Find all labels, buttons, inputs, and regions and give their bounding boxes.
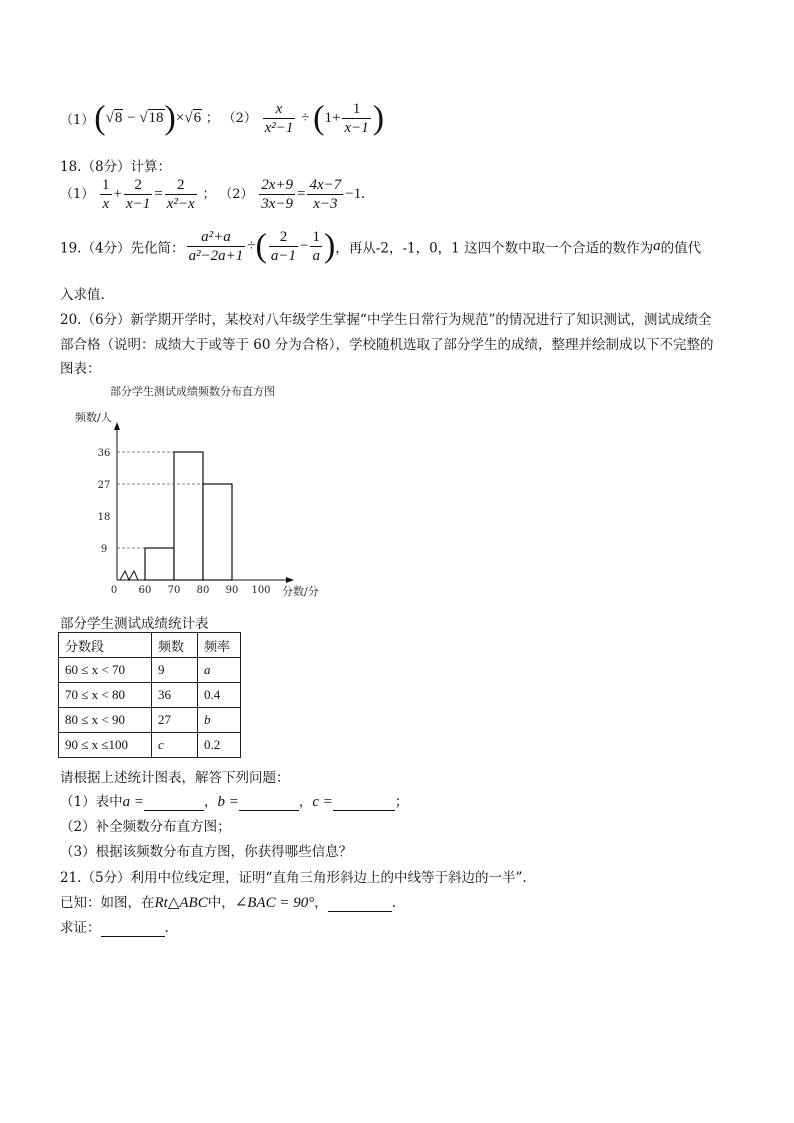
sqrt-icon: √: [139, 109, 148, 126]
fraction: $\frac{4x-7}{x-3}$: [309, 177, 342, 212]
answer-blank-c[interactable]: [333, 794, 395, 811]
fraction: $\frac{2}{\text{x²−x}}$: [166, 177, 195, 212]
table-cell: 70 ≤ x < 80: [59, 683, 152, 708]
answer-blank-b[interactable]: [239, 794, 299, 811]
fraction: $\frac{1}{x}$: [102, 177, 110, 212]
y-tick-label: 27: [97, 480, 111, 491]
stat-table: [58, 632, 241, 758]
q20-line1: 20.（6分）新学期开学时，某校对八年级学生掌握“中学生日常行为规范”的情况进行了知识测试，测试成绩全: [60, 312, 712, 328]
q1-a-label: a =: [122, 794, 144, 810]
separator: ；: [202, 186, 216, 202]
table-row: [59, 683, 241, 708]
comma: ，: [298, 794, 313, 810]
fraction: $\frac{2}{a-1}$: [270, 229, 296, 264]
given-prefix: 已知：如图，在: [60, 895, 155, 911]
x-tick-label: 90: [225, 585, 239, 596]
q19-text: ，再从-2，-1，0，1 这四个数中取一个合适的数作为: [335, 240, 654, 257]
header-cell: 分数段: [59, 633, 152, 658]
question-1: [60, 790, 408, 811]
x-axis-arrow-icon: [286, 577, 294, 583]
close-paren: ): [164, 99, 176, 137]
y-axis-arrow-icon: [114, 422, 120, 430]
q21-prove: [60, 916, 169, 937]
chart-title: 部分学生测试成绩频数分布直方图: [110, 385, 275, 398]
separator: ；: [205, 110, 219, 126]
fraction: $\frac{2x+9}{3x-9}$: [261, 177, 294, 212]
close-paren: ): [323, 227, 336, 265]
x-tick-label: 60: [138, 585, 152, 596]
radicand-8: 8: [114, 109, 123, 126]
q21-given: [60, 891, 396, 912]
table-row: [59, 658, 241, 683]
q18-header: 18.（8分）计算：: [60, 159, 172, 175]
prove-blank[interactable]: [101, 920, 165, 937]
q20-line3: 图表：: [60, 361, 101, 377]
sqrt-icon: √: [184, 109, 193, 126]
var-a: a: [653, 237, 661, 254]
origin-label: 0: [110, 585, 118, 596]
fraction: $\frac{\text{a²+a}}{\text{a²−2a+1}}$: [188, 229, 244, 264]
comma: ，: [203, 794, 218, 810]
q19-line: 19.（4分）先化简： $\frac{\text{a²+a}}{\text{a²−2a+1}}$ ÷( $\frac{2}{a-1}$ − $\frac{1}{a}$ )，再从-2，-1，0，1 这四个数中取一个合适的数作为a的值代: [60, 227, 702, 265]
q20-line2: 部合格（说明：成绩大于或等于 60 分为合格），学校随机选取了部分学生的成绩，整理并绘制成以下不完整的: [60, 337, 714, 353]
q1-c-label: c =: [312, 794, 333, 810]
angle-condition: ∠BAC = 90°: [234, 895, 315, 911]
fraction: $\frac{1}{a}$: [312, 229, 320, 264]
radicand-18: 18: [148, 109, 164, 126]
radicand-6: 6: [193, 109, 202, 126]
y-axis-label: 频数/人: [75, 411, 112, 424]
period: .: [391, 895, 397, 911]
table-cell: 0.4: [198, 683, 241, 708]
table-cell: 36: [152, 683, 198, 708]
fraction: $\frac{2}{x-1}$: [126, 177, 151, 212]
questions-intro: 请根据上述统计图表，解答下列问题：: [60, 770, 290, 786]
histogram-chart: [60, 380, 340, 605]
minus-one: −1.: [345, 185, 365, 202]
table-cell: 80 ≤ x < 90: [59, 708, 152, 733]
histogram-bar: [203, 484, 232, 580]
header-cell: 频数: [152, 633, 198, 658]
period: .: [164, 920, 169, 936]
semicolon: ；: [394, 794, 409, 810]
table-cell: 27: [152, 708, 198, 733]
q18-line: （1） $\frac{1}{x}$ + $\frac{2}{x-1}$ = $\frac{2}{\text{x²−x}}$ ； （2） $\frac{2x+9}{3x-9}$ = $\frac{4x-7}{x-3}$ −1.: [60, 177, 365, 212]
table-header-row: [59, 633, 241, 658]
table-caption: 部分学生测试成绩统计表: [60, 616, 209, 632]
table-cell: 0.2: [198, 733, 241, 758]
q21-line1: 21.（5分）利用中位线定理，证明“直角三角形斜边上的中线等于斜边的一半”.: [60, 870, 527, 886]
table-row: [59, 708, 241, 733]
question-2: （2）补全频数分布直方图；: [60, 819, 231, 835]
table-cell: b: [198, 708, 241, 733]
close-paren: ): [372, 99, 385, 137]
sqrt-icon: √: [105, 109, 114, 126]
q1-b-label: b =: [217, 794, 239, 810]
divide-sign: ÷: [301, 109, 310, 126]
table-cell: 60 ≤ x < 70: [59, 658, 152, 683]
header-cell: 频率: [198, 633, 241, 658]
fraction: $\frac{x}{\text{x²−1}}$: [264, 101, 294, 136]
q19-text-end: 的值代: [660, 240, 702, 257]
table-cell: 90 ≤ x ≤100: [59, 733, 152, 758]
prove-prefix: 求证：: [60, 920, 101, 936]
y-tick-label: 36: [97, 448, 111, 459]
fraction: $\frac{1}{x-1}$: [344, 101, 369, 136]
comma: ，: [314, 895, 328, 911]
q18-part1-label: （1）: [60, 186, 95, 202]
axis-break-icon: [120, 571, 138, 580]
x-tick-label: 70: [167, 585, 181, 596]
table-cell: 9: [152, 658, 198, 683]
given-blank[interactable]: [328, 895, 392, 912]
x-axis-label: 分数/分: [282, 585, 319, 598]
table-row: [59, 733, 241, 758]
q19-line2: 入求值.: [60, 287, 105, 303]
q17-part2-label: （2）: [222, 110, 257, 126]
histogram-bar: [174, 452, 203, 580]
open-paren: (: [313, 99, 325, 137]
table-cell: a: [198, 658, 241, 683]
histogram-bar: [145, 548, 174, 580]
q17-line: （1）(√8 − √18)×√6 ； （2） $\frac{x}{\text{x²−1}}$ ÷ (1+ $\frac{1}{x-1}$ ): [60, 99, 385, 137]
y-tick-label: 18: [97, 512, 111, 523]
given-mid: 中，: [207, 895, 235, 911]
answer-blank-a[interactable]: [144, 794, 204, 811]
y-tick-label: 9: [100, 544, 108, 555]
q1-prefix: （1）表中: [60, 794, 123, 810]
x-tick-label: 100: [251, 585, 271, 596]
open-paren: (: [94, 99, 106, 137]
q18-part2-label: （2）: [219, 186, 254, 202]
q17-part1-label: （1）: [60, 113, 95, 128]
question-3: （3）根据该频数分布直方图，你获得哪些信息？: [60, 844, 353, 860]
open-paren: (: [255, 227, 267, 265]
x-tick-label: 80: [196, 585, 210, 596]
table-cell: c: [152, 733, 198, 758]
one-plus: 1+: [324, 109, 341, 126]
q19-header: 19.（4分）先化简：: [60, 240, 185, 257]
triangle-name: Rt△ABC: [154, 895, 208, 911]
